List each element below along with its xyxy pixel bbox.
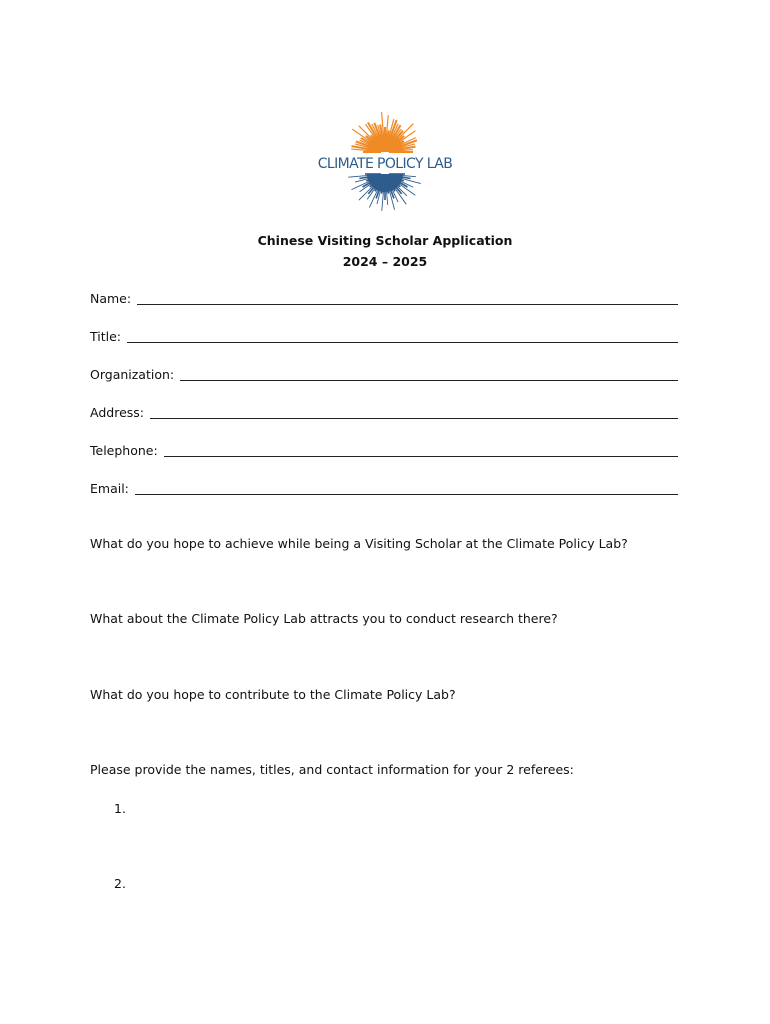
organization-label: Organization: — [90, 367, 175, 382]
email-input-line[interactable] — [135, 494, 678, 495]
referee-item-2: 2. — [114, 876, 126, 891]
email-label: Email: — [90, 481, 129, 496]
title-input-line[interactable] — [127, 342, 678, 343]
question-contribute: What do you hope to contribute to the Climate Policy Lab? — [90, 687, 456, 702]
climate-policy-lab-logo — [300, 108, 470, 216]
organization-field — [90, 363, 678, 383]
address-input-line[interactable] — [150, 418, 678, 419]
logo-text: CLIMATE POLICY LAB — [317, 156, 453, 172]
referee-item-1: 1. — [114, 801, 126, 816]
organization-input-line[interactable] — [180, 380, 678, 381]
form-title: Chinese Visiting Scholar Application — [257, 233, 513, 248]
sun-logo-icon — [300, 108, 470, 216]
address-field — [90, 401, 678, 421]
question-attracts: What about the Climate Policy Lab attracts you to conduct research there? — [90, 611, 558, 626]
sun-rays — [351, 112, 417, 152]
telephone-field — [90, 439, 678, 459]
title-field — [90, 325, 678, 345]
telephone-input-line[interactable] — [164, 456, 678, 457]
telephone-label: Telephone: — [90, 443, 158, 458]
reflection-rays — [348, 174, 421, 211]
title-label: Title: — [90, 329, 121, 344]
address-label: Address: — [90, 405, 144, 420]
name-label: Name: — [90, 291, 132, 306]
question-achieve: What do you hope to achieve while being a Visiting Scholar at the Climate Policy Lab? — [90, 536, 628, 551]
question-referees: Please provide the names, titles, and contact information for your 2 referees: — [90, 762, 574, 777]
name-field — [90, 287, 678, 307]
form-year: 2024 – 2025 — [342, 254, 428, 269]
email-field — [90, 477, 678, 497]
name-input-line[interactable] — [137, 304, 678, 305]
